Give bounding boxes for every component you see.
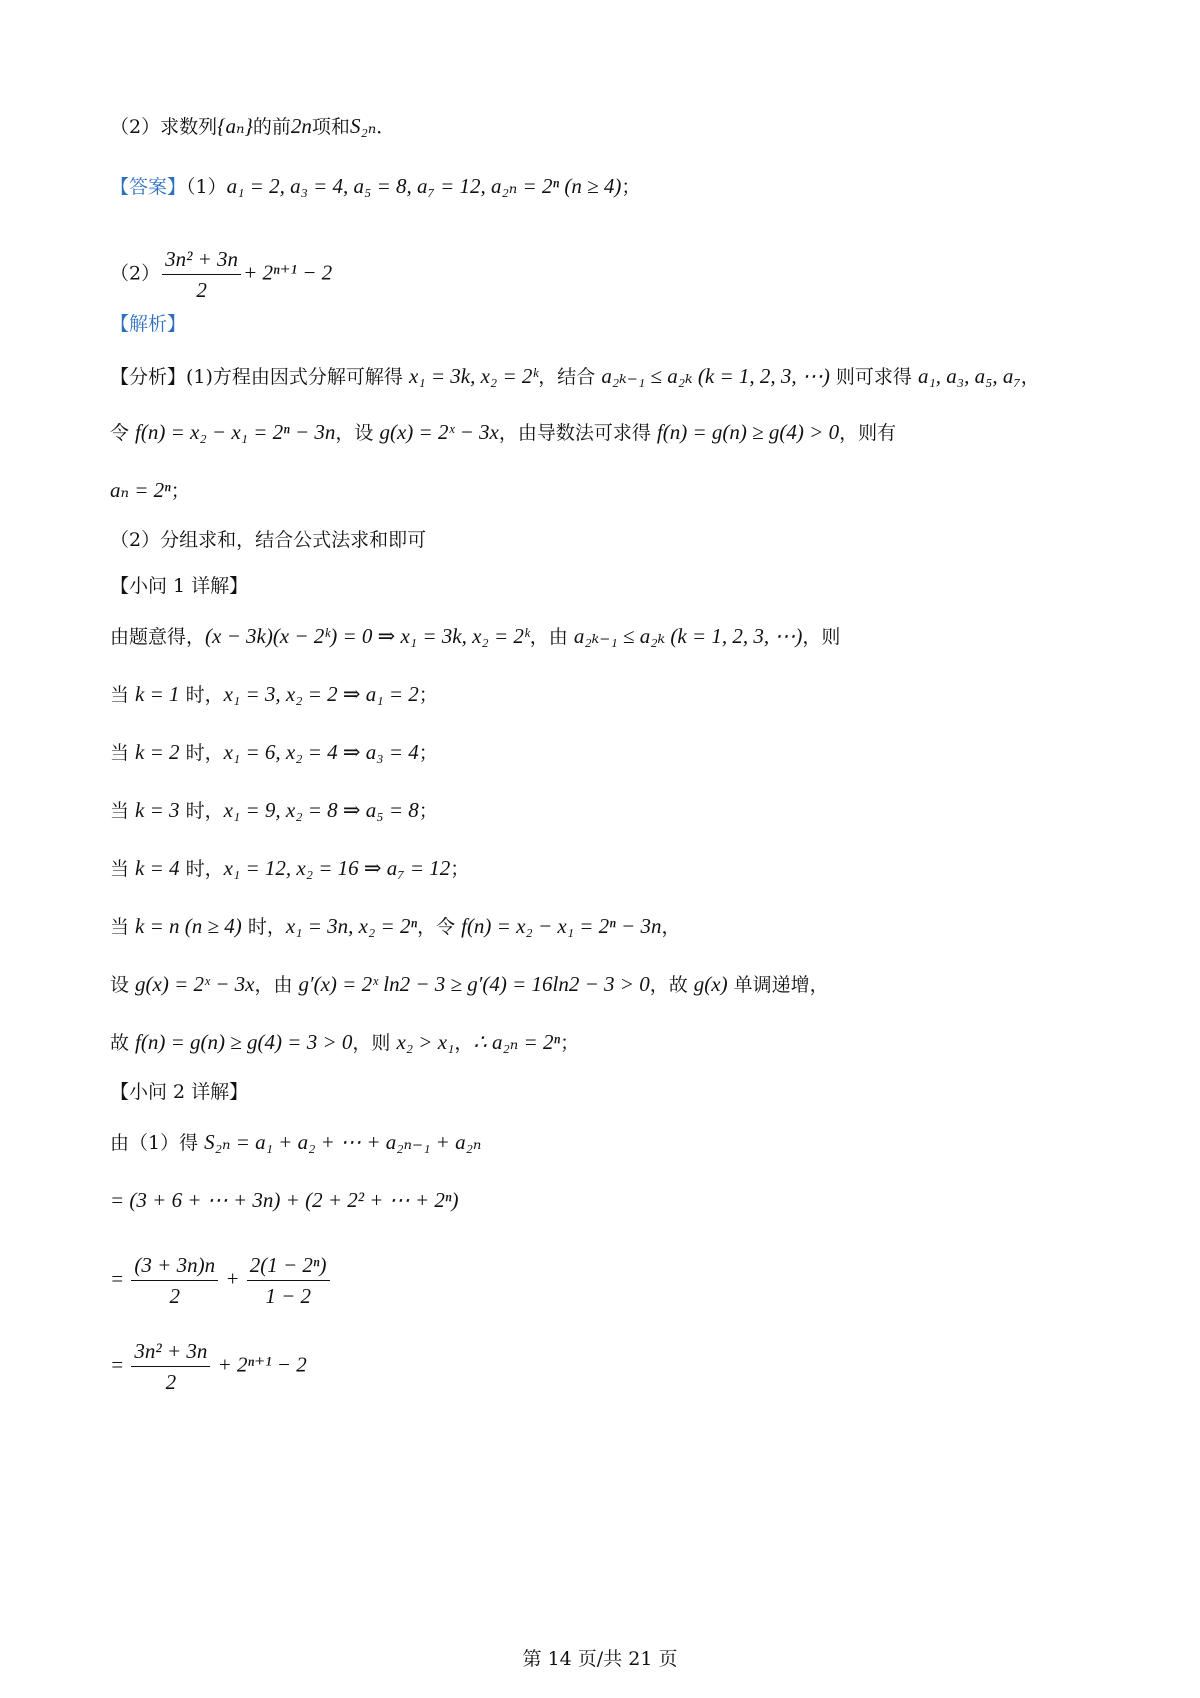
fraction-denominator: 2 <box>169 1284 180 1308</box>
fraction <box>247 1250 330 1311</box>
math-expression: g(x) <box>693 972 728 996</box>
text-segment: 时， <box>179 800 224 822</box>
text-segment: ； <box>560 1032 580 1054</box>
math-expression: = <box>110 1266 130 1291</box>
text-segment: 当 <box>110 800 136 822</box>
math-expression: k = 4 <box>135 856 180 880</box>
math-expression: S₂ₙ = a₁ + a₂ + ⋯ + a₂ₙ₋₁ + a₂ₙ <box>204 1130 482 1154</box>
math-expression: a₁ = 2, a₃ = 4, a₅ = 8, a₇ = 12, a₂ₙ = 2ⁿ (n ≥ 4) <box>226 174 622 198</box>
math-expression: S₂ₙ <box>349 114 377 138</box>
text-segment: 时， <box>241 916 286 938</box>
text-line <box>110 680 438 709</box>
fraction-denominator: 1 − 2 <box>265 1284 311 1308</box>
math-expression: {aₙ} <box>217 114 253 138</box>
text-segment: ； <box>418 800 438 822</box>
math-expression: x₁ = 3k, x₂ = 2ᵏ <box>408 364 539 388</box>
text-segment: ； <box>170 480 190 502</box>
math-expression: k = 3 <box>135 798 180 822</box>
text-segment: 【分析】(1)方程由因式分解可解得 <box>110 366 409 388</box>
text-segment: 项和 <box>311 116 350 138</box>
text-line <box>110 476 190 505</box>
text-line <box>110 244 332 305</box>
text-line <box>110 526 426 554</box>
math-expression: 2n <box>290 114 312 138</box>
text-line <box>110 418 896 447</box>
text-segment: ，故 <box>649 974 694 996</box>
math-expression: f(n) = g(n) ≥ g(4) = 3 > 0 <box>135 1030 353 1054</box>
text-segment: （2）分组求和，结合公式法求和即可 <box>110 529 427 551</box>
text-segment: ，由 <box>254 974 299 996</box>
text-segment: ， <box>1020 366 1040 388</box>
text-segment: ． <box>376 116 396 138</box>
math-expression: g′(x) = 2ˣ ln2 − 3 ≥ g′(4) = 16ln2 − 3 > 0 <box>298 972 650 996</box>
text-segment: ，由 <box>529 626 574 648</box>
text-segment: ，令 <box>417 916 462 938</box>
text-segment: 由题意得， <box>110 626 206 648</box>
text-segment: ，则 <box>802 626 841 648</box>
math-expression: a₂ₖ₋₁ ≤ a₂ₖ (k = 1, 2, 3, ⋯) <box>573 624 803 648</box>
text-segment: 当 <box>110 858 136 880</box>
section-label: 【答案】 <box>110 176 187 198</box>
text-segment: 时， <box>179 684 224 706</box>
math-expression: (x − 3k)(x − 2ᵏ) = 0 ⇒ x₁ = 3k, x₂ = 2ᵏ <box>205 624 530 648</box>
math-expression: = (3 + 6 + ⋯ + 3n) + (2 + 2² + ⋯ + 2ⁿ) <box>110 1188 459 1212</box>
text-line <box>110 622 840 651</box>
text-segment: ； <box>450 858 470 880</box>
fraction <box>131 1250 218 1311</box>
fraction-numerator: 3n² + 3n <box>131 1336 210 1367</box>
text-segment: 令 <box>110 422 136 444</box>
math-expression: aₙ = 2ⁿ <box>110 478 171 502</box>
fraction-numerator: (3 + 3n)n <box>131 1250 218 1281</box>
text-segment: ，设 <box>335 422 380 444</box>
text-segment: ，由导数法可求得 <box>498 422 657 444</box>
text-segment: 设 <box>110 974 136 996</box>
text-segment: （2）求数列 <box>110 116 218 138</box>
text-segment: ， <box>454 1032 474 1054</box>
text-segment: （1） <box>186 176 227 198</box>
math-expression: a₂ₖ₋₁ ≤ a₂ₖ (k = 1, 2, 3, ⋯) <box>601 364 830 388</box>
text-segment: ，则有 <box>839 422 897 444</box>
math-expression: f(n) = x₂ − x₁ = 2ⁿ − 3n <box>461 914 662 938</box>
text-segment: 【小问 1 详解】 <box>110 575 249 597</box>
text-segment: （2） <box>110 262 161 285</box>
math-expression: a₁, a₃, a₅, a₇ <box>917 364 1021 388</box>
text-line <box>110 1186 459 1215</box>
text-segment: ； <box>418 684 438 706</box>
text-segment: 的前 <box>252 116 291 138</box>
text-segment: ， <box>661 916 681 938</box>
math-expression: f(n) = g(n) ≥ g(4) > 0 <box>656 420 840 444</box>
fraction-denominator: 2 <box>196 278 207 302</box>
math-expression: g(x) = 2ˣ − 3x <box>135 972 255 996</box>
text-line <box>110 572 248 600</box>
text-line <box>110 1128 481 1157</box>
text-segment: ，结合 <box>538 366 602 388</box>
text-line <box>110 738 438 767</box>
text-line <box>110 1336 307 1397</box>
text-segment: 时， <box>179 742 224 764</box>
math-expression: x₂ > x₁ <box>396 1030 455 1054</box>
text-segment: 当 <box>110 684 136 706</box>
text-segment: 当 <box>110 916 136 938</box>
text-line <box>110 172 640 201</box>
fraction-numerator: 3n² + 3n <box>162 244 241 275</box>
text-segment: ，则 <box>352 1032 397 1054</box>
math-expression: x₁ = 3, x₂ = 2 ⇒ a₁ = 2 <box>223 682 419 706</box>
text-segment: 当 <box>110 742 136 764</box>
math-expression: + <box>220 1266 245 1291</box>
text-segment: 故 <box>110 1032 136 1054</box>
math-expression: f(n) = x₂ − x₁ = 2ⁿ − 3n <box>135 420 336 444</box>
text-segment: ； <box>418 742 438 764</box>
text-line <box>110 362 1040 391</box>
text-segment: 时， <box>179 858 224 880</box>
math-expression: x₁ = 12, x₂ = 16 ⇒ a₇ = 12 <box>223 856 451 880</box>
text-segment: 单调递增， <box>727 974 829 996</box>
text-line <box>110 796 438 825</box>
section-label: 【解析】 <box>110 313 187 335</box>
text-line <box>110 310 186 338</box>
text-line <box>110 970 829 999</box>
math-expression: x₁ = 9, x₂ = 8 ⇒ a₅ = 8 <box>223 798 419 822</box>
math-expression: k = 2 <box>135 740 180 764</box>
math-expression: + 2ⁿ⁺¹ − 2 <box>243 260 333 285</box>
text-line <box>110 1028 579 1057</box>
text-segment: 则可求得 <box>829 366 918 388</box>
math-expression: x₁ = 3n, x₂ = 2ⁿ <box>285 914 418 938</box>
math-expression: g(x) = 2ˣ − 3x <box>379 420 499 444</box>
text-segment: 【小问 2 详解】 <box>110 1081 249 1103</box>
page-footer: 第 14 页/共 21 页 <box>522 1648 678 1670</box>
text-segment: 由（1）得 <box>110 1132 205 1154</box>
fraction <box>162 244 241 305</box>
text-line <box>110 1078 248 1106</box>
math-expression: + 2ⁿ⁺¹ − 2 <box>212 1352 307 1377</box>
math-expression: x₁ = 6, x₂ = 4 ⇒ a₃ = 4 <box>223 740 419 764</box>
text-line <box>110 854 469 883</box>
math-expression: k = 1 <box>135 682 180 706</box>
text-line <box>110 112 395 141</box>
text-line <box>110 912 681 941</box>
text-line <box>110 1250 332 1311</box>
math-expression: k = n (n ≥ 4) <box>135 914 242 938</box>
text-segment: ； <box>621 176 641 198</box>
fraction-numerator: 2(1 − 2ⁿ) <box>247 1250 330 1281</box>
fraction-denominator: 2 <box>165 1370 177 1394</box>
fraction <box>131 1336 210 1397</box>
math-expression: ∴ a₂ₙ = 2ⁿ <box>473 1030 561 1054</box>
math-expression: = <box>110 1352 130 1377</box>
